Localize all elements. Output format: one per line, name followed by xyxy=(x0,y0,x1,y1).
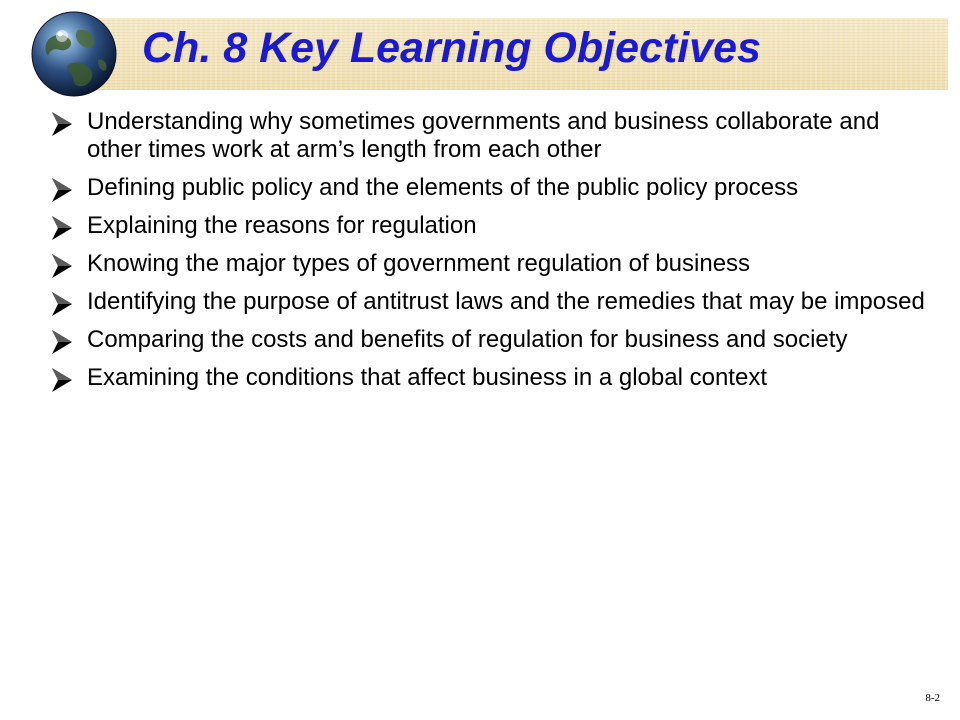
bullet-text: Examining the conditions that affect business in a global context xyxy=(87,364,767,391)
bullet-text: Defining public policy and the elements of the public policy process xyxy=(87,174,799,201)
slide-title: Ch. 8 Key Learning Objectives xyxy=(142,24,761,72)
arrowhead-icon xyxy=(51,329,73,355)
arrowhead-icon xyxy=(51,291,73,317)
bullet-text: Knowing the major types of government regulation of business xyxy=(87,250,751,277)
list-item xyxy=(48,212,928,240)
list-item xyxy=(48,108,928,164)
arrowhead-icon xyxy=(51,215,73,241)
list-item xyxy=(48,174,928,202)
bullet-text: Identifying the purpose of antitrust laws and the remedies that may be imposed xyxy=(87,288,925,315)
bullet-text: Explaining the reasons for regulation xyxy=(87,212,477,239)
bullet-text: Comparing the costs and benefits of regulation for business and society xyxy=(87,326,848,353)
objectives-list xyxy=(48,108,928,402)
arrowhead-icon xyxy=(51,253,73,279)
list-item xyxy=(48,288,928,316)
arrowhead-icon xyxy=(51,111,73,137)
list-item xyxy=(48,364,928,392)
bullet-text: Understanding why sometimes governments and business collaborate and other times work at arm’s length from each other xyxy=(87,108,880,163)
page-number: 8-2 xyxy=(925,692,940,704)
list-item xyxy=(48,250,928,278)
globe-icon xyxy=(30,10,118,98)
arrowhead-icon xyxy=(51,367,73,393)
arrowhead-icon xyxy=(51,177,73,203)
list-item xyxy=(48,326,928,354)
